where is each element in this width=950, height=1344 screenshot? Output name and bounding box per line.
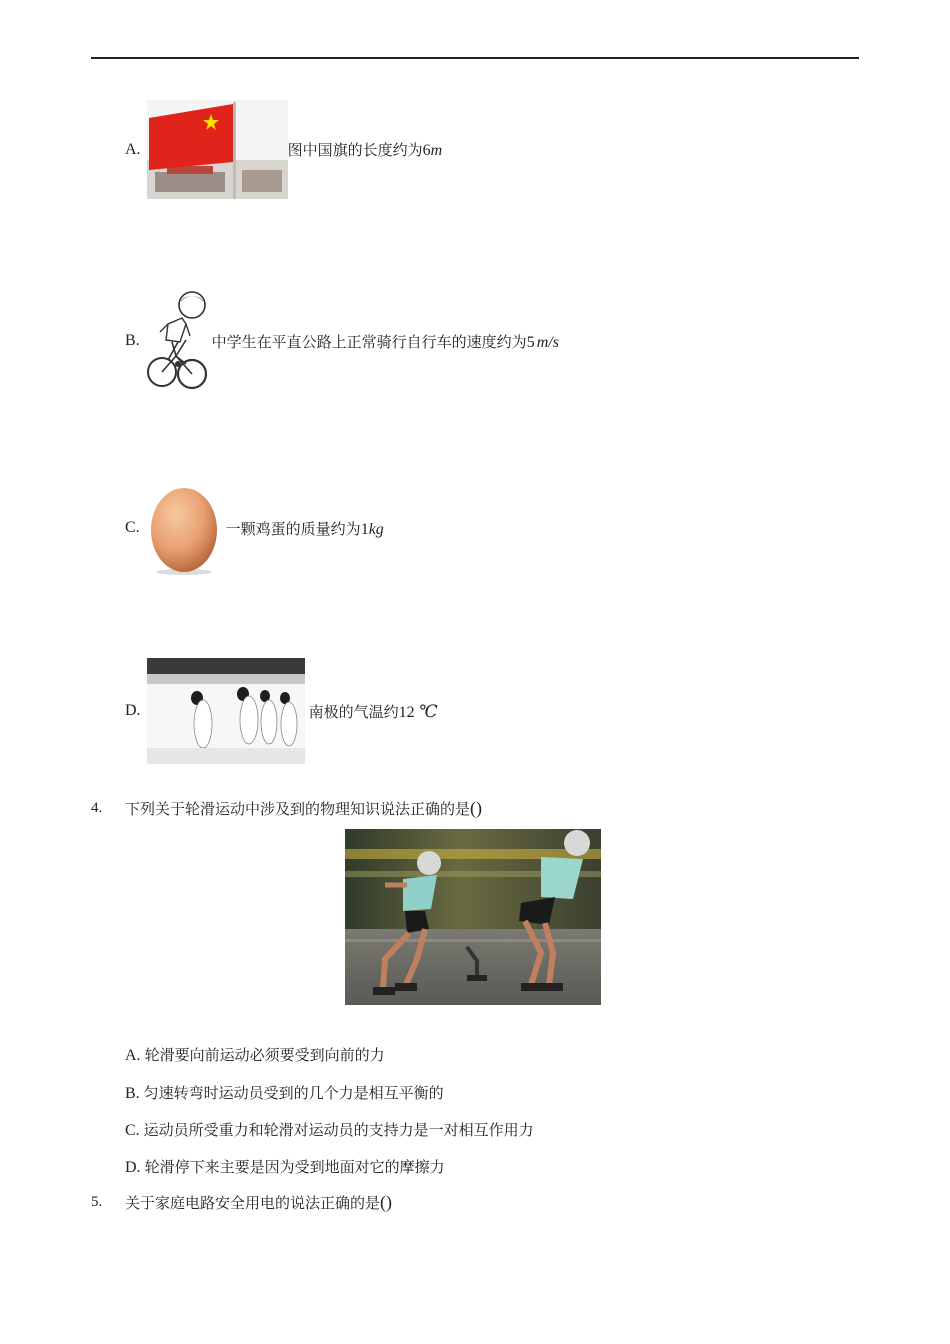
option-text: 中学生在平直公路上正常骑行自行车的速度约为5 m/s: [211, 332, 559, 351]
egg-shape: [151, 488, 217, 572]
q4-number: 4.: [91, 800, 103, 816]
q4-option-d[interactable]: D. 轮滑停下来主要是因为受到地面对它的摩擦力: [125, 1158, 445, 1176]
option-text: 一颗鸡蛋的质量约为1kg: [225, 519, 384, 538]
q4-option-b[interactable]: B. 匀速转弯时运动员受到的几个力是相互平衡的: [125, 1084, 444, 1102]
q3-option-d[interactable]: [125, 658, 438, 764]
q4-option-a[interactable]: A. 轮滑要向前运动必须要受到向前的力: [125, 1046, 385, 1064]
penguin-photo: [147, 658, 305, 764]
header-rule: [91, 57, 859, 59]
q5-text: 关于家庭电路安全用电的说法正确的是(): [125, 1192, 393, 1212]
q4-text: 下列关于轮滑运动中涉及到的物理知识说法正确的是(): [125, 798, 483, 818]
option-letter: C.: [125, 519, 140, 536]
q4-option-c[interactable]: C. 运动员所受重力和轮滑对运动员的支持力是一对相互作用力: [125, 1121, 534, 1139]
option-text: 图中国旗的长度约为6m: [287, 141, 443, 159]
cyclist-drawing: [146, 290, 208, 392]
option-letter: B.: [125, 332, 140, 349]
option-letter: D.: [125, 702, 141, 719]
q3-option-a[interactable]: [125, 100, 442, 199]
flag-photo: [147, 100, 288, 199]
q3-option-c[interactable]: [125, 480, 384, 576]
roller-skating-photo: [345, 829, 601, 1005]
option-letter: A.: [125, 140, 141, 158]
q5-number: 5.: [91, 1194, 103, 1210]
option-text: 南极的气温约12 ℃: [308, 701, 438, 722]
q3-option-b[interactable]: [125, 290, 559, 392]
egg-photo: [146, 480, 222, 576]
